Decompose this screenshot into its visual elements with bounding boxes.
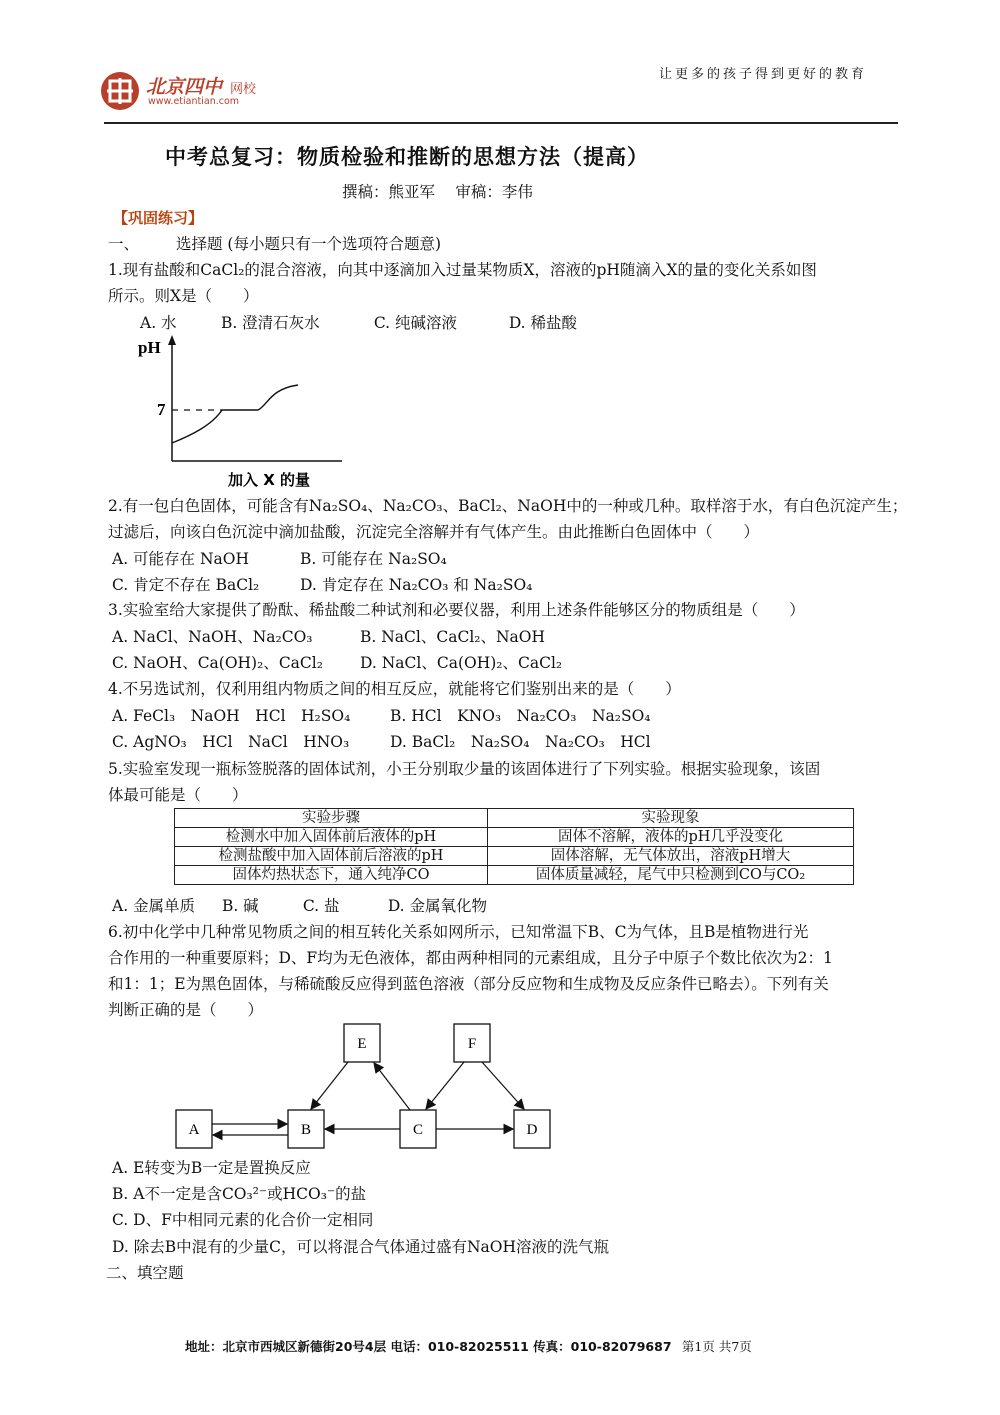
q3-option-c: C. NaOH、Ca(OH)₂、CaCl₂ [112, 654, 323, 672]
table-cell: 固体质量减轻，尾气中只检测到CO与CO₂ [488, 866, 854, 885]
arrow-e-to-b [311, 1062, 348, 1109]
q2-line1: 2.有一包白色固体，可能含有Na₂SO₄、Na₂CO₃、BaCl₂、NaOH中的一种或几种。取样溶于水，有白色沉淀产生； [108, 497, 908, 515]
table-cell: 检测水中加入固体前后液体的pH [175, 828, 488, 847]
y-tick-label-7: 7 [157, 400, 166, 419]
table-header-row [175, 809, 854, 828]
table-header-cell: 实验现象 [488, 809, 854, 828]
y-axis-arrow-icon [168, 335, 176, 345]
table-row [175, 828, 854, 847]
table-cell: 固体不溶解，液体的pH几乎没变化 [488, 828, 854, 847]
q6-line4: 判断正确的是（ ） [108, 1001, 264, 1019]
node-e-label: E [357, 1036, 367, 1052]
section-heading: 【巩固练习】 [113, 209, 204, 227]
node-b-label: B [300, 1122, 312, 1138]
q1-line1: 1.现有盐酸和CaCl₂的混合溶液，向其中逐滴加入过量某物质X，溶液的pH随滴入X的量的变化关系如图 [108, 261, 817, 279]
q5-option-d: D. 金属氧化物 [387, 897, 488, 915]
node-f-label: F [467, 1036, 477, 1052]
table-cell: 检测盐酸中加入固体前后溶液的pH [175, 847, 488, 866]
q4-option-d: D. BaCl₂ Na₂SO₄ Na₂CO₃ HCl [390, 733, 651, 751]
node-a-label: A [188, 1122, 200, 1138]
arrow-c-to-e [374, 1063, 410, 1110]
node-c-label: C [412, 1122, 424, 1138]
logo-suffix: 网校 [230, 82, 257, 97]
q4-line1: 4.不另选试剂，仅利用组内物质之间的相互反应，就能将它们鉴别出来的是（ ） [108, 680, 681, 698]
logo [100, 70, 290, 112]
q2-option-c: C. 肯定不存在 BaCl₂ [112, 576, 260, 594]
q5-line2: 体最可能是（ ） [108, 786, 248, 804]
table-row [175, 866, 854, 885]
q2-option-b: B. 可能存在 Na₂SO₄ [300, 550, 447, 568]
q4-option-c: C. AgNO₃ HCl NaCl HNO₃ [112, 733, 350, 751]
q3-option-a: A. NaCl、NaOH、Na₂CO₃ [112, 628, 313, 646]
q6-option-d: D. 除去B中混有的少量C，可以将混合气体通过盛有NaOH溶液的洗气瓶 [112, 1238, 610, 1256]
q1-line2: 所示。则X是（ ） [108, 287, 259, 305]
q3-option-d: D. NaCl、Ca(OH)₂、CaCl₂ [360, 654, 563, 672]
q3-option-b: B. NaCl、CaCl₂、NaOH [360, 628, 546, 646]
table-cell: 固体溶解，无气体放出，溶液pH增大 [488, 847, 854, 866]
q6-line3: 和1：1；E为黑色固体，与稀硫酸反应得到蓝色溶液（部分反应物和生成物及反应条件已略去）。下列有关 [108, 975, 829, 993]
table-header-cell: 实验步骤 [175, 809, 488, 828]
y-axis-label: pH [138, 338, 161, 357]
header-slogan: 让更多的孩子得到更好的教育 [659, 67, 868, 82]
footer-address: 地址：北京市西城区新德街20号4层 电话：010-82025511 传真：010-82079687 [185, 1339, 672, 1354]
x-axis-label: 加入 X 的量 [228, 471, 311, 489]
q1-option-c: C. 纯碱溶液 [373, 314, 458, 332]
arrow-f-to-c [426, 1062, 464, 1109]
q2-option-a: A. 可能存在 NaOH [112, 550, 250, 568]
q5-option-c: C. 盐 [302, 897, 340, 915]
logo-url: www.etiantian.com [148, 96, 240, 107]
q6-option-b: B. A不一定是含CO₃²⁻或HCO₃⁻的盐 [112, 1185, 367, 1203]
node-d-label: D [526, 1122, 538, 1138]
q2-option-d: D. 肯定存在 Na₂CO₃ 和 Na₂SO₄ [300, 576, 533, 594]
header-rule [104, 122, 898, 124]
authors: 撰稿：熊亚军 审稿：李伟 [342, 183, 533, 201]
q3-line1: 3.实验室给大家提供了酚酞、稀盐酸二种试剂和必要仪器，利用上述条件能够区分的物质组是（ ） [108, 601, 805, 619]
q6-line1: 6.初中化学中几种常见物质之间的相互转化关系如网所示，已知常温下B、C为气体，且B是植物进行光 [108, 923, 809, 941]
q4-option-b: B. HCl KNO₃ Na₂CO₃ Na₂SO₄ [390, 707, 651, 725]
ph-chart [130, 333, 350, 491]
page-title: 中考总复习：物质检验和推断的思想方法（提高） [165, 145, 649, 169]
part1-number: 一、 [108, 235, 140, 253]
q5-option-b: B. 碱 [221, 897, 259, 915]
q5-options [112, 896, 487, 916]
q6-line2: 合作用的一种重要原料；D、F均为无色液体，都由两种相同的元素组成，且分子中原子个数比依次为2：1 [108, 949, 833, 967]
part1-title: 选择题 (每小题只有一个选项符合题意) [176, 235, 442, 253]
ph-curve [172, 385, 298, 443]
footer-page: 第1页 共7页 [681, 1339, 752, 1354]
table-row [175, 847, 854, 866]
experiment-table [174, 808, 854, 885]
part2-title: 二、填空题 [106, 1264, 184, 1282]
q5-option-a: A. 金属单质 [112, 897, 196, 915]
q6-option-a: A. E转变为B一定是置换反应 [112, 1159, 311, 1177]
q6-option-c: C. D、F中相同元素的化合价一定相同 [112, 1211, 374, 1229]
q1-options [140, 313, 577, 333]
q5-line1: 5.实验室发现一瓶标签脱落的固体试剂，小王分别取少量的该固体进行了下列实验。根据实验现象，该固 [108, 760, 821, 778]
q1-option-b: B. 澄清石灰水 [220, 314, 320, 332]
footer [185, 1337, 752, 1355]
arrow-f-to-d [482, 1062, 524, 1109]
table-cell: 固体灼热状态下，通入纯净CO [175, 866, 488, 885]
q1-option-d: D. 稀盐酸 [508, 314, 578, 332]
conversion-diagram [170, 1018, 560, 1158]
q1-option-a: A. 水 [140, 314, 177, 332]
q4-option-a: A. FeCl₃ NaOH HCl H₂SO₄ [112, 707, 351, 725]
q2-line2: 过滤后，向该白色沉淀中滴加盐酸，沉淀完全溶解并有气体产生。由此推断白色固体中（ ） [108, 523, 760, 541]
logo-name: 北京四中 [146, 76, 223, 98]
